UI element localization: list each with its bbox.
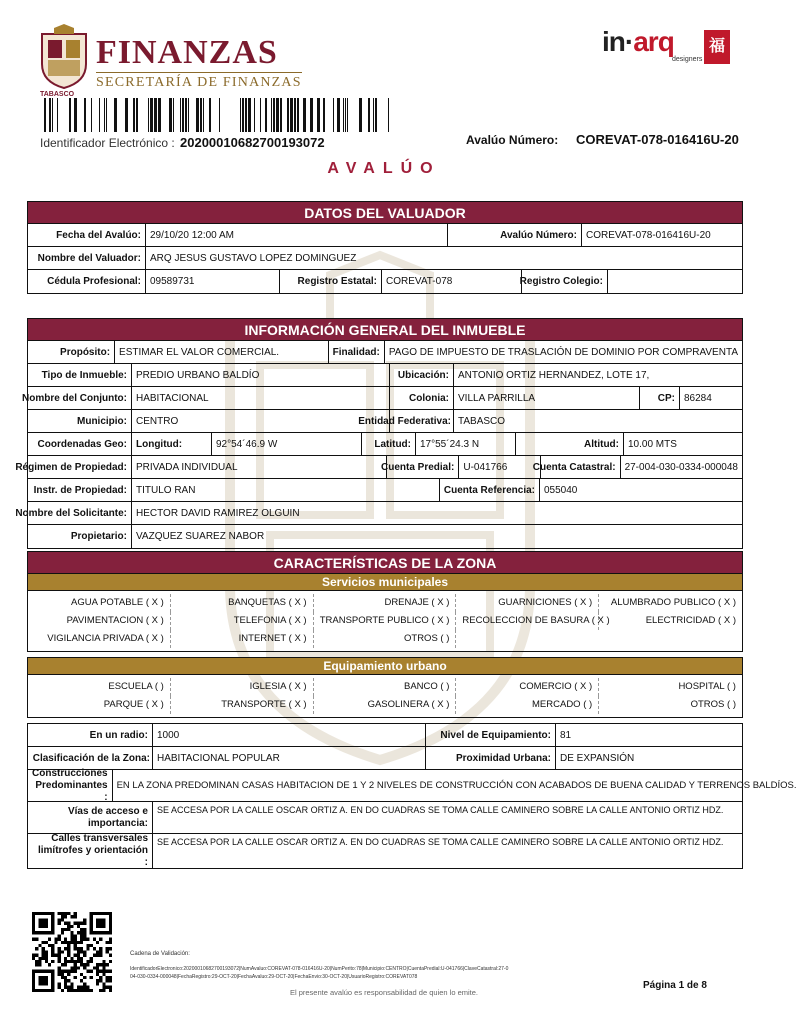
zona-detalle-section [27, 723, 797, 869]
construcciones-value: EN LA ZONA PREDOMINAN CASAS HABITACION DE 1 Y 2 NIVELES DE CONSTRUCCIÓN CON ACABADOS DE BUENA CALIDAD Y TERRENOS BALDÍOS. [116, 780, 797, 791]
servicio-item: GUARNICIONES ( X ) [456, 594, 599, 612]
logo-main: in· [602, 26, 634, 57]
servicio-item: BANQUETAS ( X ) [171, 594, 314, 612]
valuador-row-1 [28, 224, 742, 247]
servicio-item: OTROS ( ) [314, 630, 457, 648]
vias-label: Vías de acceso e importancia: [28, 802, 153, 833]
instr-label: Instr. de Propiedad: [28, 479, 132, 501]
cedula-label: Cédula Profesional: [28, 270, 146, 293]
servicios-heading: Servicios municipales [28, 574, 742, 591]
fecha-value: 29/10/20 12:00 AM [146, 224, 448, 246]
referencia-label: Cuenta Referencia: [440, 479, 540, 501]
zona-row-radio [28, 724, 742, 747]
cedula-value: 09589731 [146, 270, 280, 293]
propietario-label: Propietario: [28, 525, 132, 548]
servicio-item: RECOLECCION DE BASURA ( X ) [456, 612, 599, 630]
qr-code-icon [32, 910, 112, 994]
zona-servicios-section [27, 551, 743, 652]
registro-colegio-value [608, 270, 742, 293]
cadena-value: IdentificadorElectronico:20200010682700193072|NumAvaluo:COREVAT-078-016416U-20|NumPerito:78|Municipio:CENTRO|CuentaPredial:U-041766|ClaveCatastral:27-004-030-0334-000048|FechaRegistro:29-OCT-20|FechaAvaluo:29-OCT-20|FechaEnvio:30-OCT-20|UsuarioRegistro:COREVAT078 [130, 966, 509, 980]
nivel-value: 81 [560, 729, 572, 741]
equipamiento-item: HOSPITAL ( ) [678, 681, 736, 692]
zona-heading: CARACTERÍSTICAS DE LA ZONA [28, 552, 742, 574]
avaluo-numero-label: Avalúo Número: [448, 224, 582, 246]
colonia-label: Colonia: [390, 387, 454, 409]
document-title: AVALÚO [327, 160, 441, 177]
inmueble-row-municipio [28, 410, 742, 433]
longitud-value: 92°54´46.9 W [212, 433, 362, 455]
ubicacion-value: ANTONIO ORTIZ HERNANDEZ, LOTE 17, [458, 369, 650, 381]
coordenadas-label: Coordenadas Geo: [28, 433, 132, 455]
equipamiento-item: PARQUE ( X ) [28, 696, 171, 714]
servicio-item: AGUA POTABLE ( X ) [28, 594, 171, 612]
servicio-item: VIGILANCIA PRIVADA ( X ) [28, 630, 171, 648]
inmueble-row-conjunto [22, 387, 742, 410]
radio-value: 1000 [153, 724, 426, 746]
brand [96, 36, 302, 91]
solicitante-label: Nombre del Solicitante: [28, 502, 132, 524]
servicio-item: ALUMBRADO PUBLICO ( X ) [610, 597, 736, 608]
proposito-label: Propósito: [28, 341, 115, 363]
cp-value: 86284 [684, 392, 712, 404]
inmueble-row-regimen [15, 456, 742, 479]
municipio-label: Municipio: [28, 410, 132, 432]
id-label: Identificador Electrónico : [40, 136, 175, 150]
zona-row-vias [28, 802, 742, 834]
referencia-value: 055040 [544, 484, 578, 496]
equipamiento-item: IGLESIA ( X ) [171, 678, 314, 696]
latitud-value: 17°55´24.3 N [416, 433, 516, 455]
logo-accent: arq [633, 26, 674, 57]
equipamiento-item: BANCO ( ) [314, 678, 457, 696]
altitud-value: 10.00 MTS [628, 438, 677, 450]
nivel-label: Nivel de Equipamiento: [426, 724, 556, 746]
valuador-section [27, 201, 743, 294]
registro-estatal-value: COREVAT-078 [382, 270, 522, 293]
regimen-label: Régimen de Propiedad: [28, 456, 132, 478]
proposito-value: ESTIMAR EL VALOR COMERCIAL. [115, 341, 329, 363]
proximidad-value: DE EXPANSIÓN [560, 752, 635, 764]
radio-label: En un radio: [28, 724, 153, 746]
equipamiento-item: TRANSPORTE ( X ) [171, 696, 314, 714]
predial-label: Cuenta Predial: [387, 456, 459, 478]
calles-value: SE ACCESA POR LA CALLE OSCAR ORTIZ A. EN DO CUADRAS SE TOMA CALLE CAMINERO SOBRE LA CALLE ANTONIO ORTIZ HDZ. [157, 837, 724, 847]
calles-label: Calles transversales limítrofes y orientación : [28, 834, 153, 868]
inmueble-row-propietario [28, 525, 742, 548]
zona-equipamiento-section [27, 657, 743, 718]
clasificacion-value: HABITACIONAL POPULAR [153, 747, 426, 769]
servicio-item: PAVIMENTACION ( X ) [28, 612, 171, 630]
clasificacion-label: Clasificación de la Zona: [28, 747, 153, 769]
logo-sub: designers [672, 56, 703, 63]
inmueble-row-instr [28, 479, 742, 502]
entidad-value: TABASCO [458, 415, 506, 427]
nombre-valuador-label: Nombre del Valuador: [28, 247, 146, 269]
nombre-valuador-value: ARQ JESUS GUSTAVO LOPEZ DOMINGUEZ [150, 252, 357, 264]
finalidad-value: PAGO DE IMPUESTO DE TRASLACIÓN DE DOMINIO POR COMPRAVENTA [388, 346, 738, 358]
tipo-label: Tipo de Inmueble: [28, 364, 132, 386]
cadena-label: Cadena de Validación: [130, 951, 190, 957]
servicio-item: INTERNET ( X ) [171, 630, 314, 648]
avaluo-label: Avalúo Número: [466, 133, 559, 147]
brand-title: FINANZAS [96, 34, 278, 71]
equipamiento-heading: Equipamiento urbano [28, 658, 742, 675]
equipamiento-item: GASOLINERA ( X ) [314, 696, 457, 714]
regimen-value: PRIVADA INDIVIDUAL [132, 456, 387, 478]
inmueble-section [15, 318, 743, 549]
solicitante-value: HECTOR DAVID RAMIREZ OLGUIN [136, 507, 300, 519]
catastral-value: 27-004-030-0334-000048 [624, 461, 738, 473]
avaluo-value: COREVAT-078-016416U-20 [576, 132, 739, 147]
zona-row-clasif [28, 747, 742, 770]
registro-estatal-label: Registro Estatal: [280, 270, 382, 293]
equipamiento-item: COMERCIO ( X ) [456, 678, 599, 696]
crest-icon [36, 26, 92, 90]
entidad-label: Entidad Federativa: [390, 410, 454, 432]
equipamiento-item: ESCUELA ( ) [28, 678, 171, 696]
catastral-label: Cuenta Catastral: [541, 456, 621, 478]
servicios-grid [28, 591, 742, 651]
equipamiento-grid [28, 675, 742, 717]
avaluo-numero-value: COREVAT-078-016416U-20 [586, 229, 711, 241]
inarq-logo [602, 26, 730, 68]
page-indicator: Página 1 de 8 [643, 980, 707, 991]
inmueble-heading: INFORMACIÓN GENERAL DEL INMUEBLE [28, 319, 742, 341]
inmueble-row-tipo [28, 364, 742, 387]
fecha-label: Fecha del Avalúo: [28, 224, 146, 246]
inmueble-row-coordenadas [28, 433, 742, 456]
servicio-item: TRANSPORTE PUBLICO ( X ) [314, 612, 457, 630]
state-label: TABASCO [40, 91, 75, 98]
ubicacion-label: Ubicación: [390, 364, 454, 386]
valuador-heading: DATOS DEL VALUADOR [28, 202, 742, 224]
equipamiento-item: MERCADO ( ) [456, 696, 599, 714]
finalidad-label: Finalidad: [329, 341, 385, 363]
zona-row-calles [28, 834, 742, 868]
valuador-row-2 [28, 247, 742, 270]
zona-row-construcciones [28, 767, 797, 803]
registro-colegio-label: Registro Colegio: [522, 270, 608, 293]
servicio-item: DRENAJE ( X ) [314, 594, 457, 612]
inmueble-row-solicitante [15, 502, 742, 525]
vias-value: SE ACCESA POR LA CALLE OSCAR ORTIZ A. EN DO CUADRAS SE TOMA CALLE CAMINERO SOBRE LA CALLE ANTONIO ORTIZ HDZ. [157, 805, 724, 815]
conjunto-value: HABITACIONAL [132, 387, 390, 409]
barcode-icon [44, 98, 394, 132]
predial-value: U-041766 [459, 456, 540, 478]
brand-subtitle: SECRETARÍA DE FINANZAS [96, 72, 302, 91]
servicio-item: TELEFONIA ( X ) [171, 612, 314, 630]
proximidad-label: Proximidad Urbana: [426, 747, 556, 769]
equipamiento-item: OTROS ( ) [690, 699, 736, 710]
id-value: 20200010682700193072 [180, 135, 325, 150]
propietario-value: VAZQUEZ SUAREZ NABOR [136, 531, 265, 542]
conjunto-label: Nombre del Conjunto: [28, 387, 132, 409]
longitud-label: Longitud: [132, 433, 212, 455]
altitud-label: Altitud: [516, 433, 624, 455]
servicio-item: ELECTRICIDAD ( X ) [645, 615, 736, 626]
colonia-value: VILLA PARRILLA [454, 387, 640, 409]
tipo-value: PREDIO URBANO BALDÍO [132, 364, 390, 386]
cp-label: CP: [640, 387, 680, 409]
latitud-label: Latitud: [362, 433, 416, 455]
instr-value: TITULO RAN [132, 479, 440, 501]
valuador-row-3 [28, 270, 742, 293]
inmueble-row-proposito [28, 341, 742, 364]
seal-icon: 福 [704, 30, 730, 64]
construcciones-label: Construcciones Predominantes : [28, 770, 113, 801]
footer-note: El presente avalúo es responsabilidad de quien lo emite. [289, 988, 479, 997]
municipio-value: CENTRO [132, 410, 390, 432]
